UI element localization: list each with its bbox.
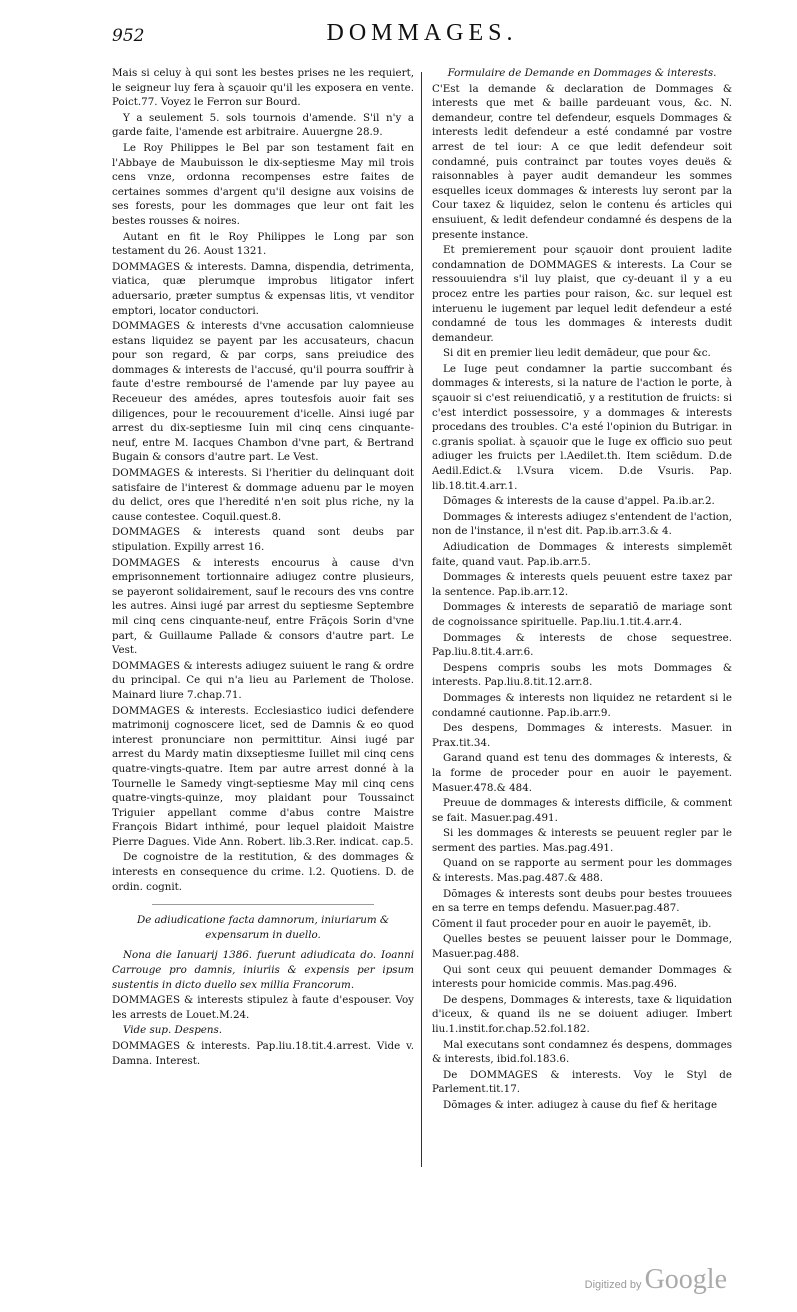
google-watermark — [585, 1264, 727, 1296]
section-heading: De adiudicatione facta damnorum, iniuriarum & expensarum in duello. — [136, 914, 390, 941]
paragraph: DOMMAGES & interests encourus à cause d'vn emprisonnement tortionnaire adiugez contre plusieurs, se payeront solidairement, sauf le recours des vns contre les autres. Ainsi iugé par arrest du septiesme Septembre mil cinq cens cinquante-neuf, entre Frãçois Sorin d'vne part, & Guillaume Pallade & consors d'autre part. Le Vest. — [112, 556, 414, 657]
left-column — [112, 66, 414, 1069]
paragraph: Autant en fit le Roy Philippes le Long par son testament du 26. Aoust 1321. — [112, 230, 414, 258]
paragraph: Le Roy Philippes le Bel par son testament fait en l'Abbaye de Maubuisson le dix-septiesme May mil trois cens vnze, ordonna recompenses estre faites de certaines sommes d'argent qu'il designe aux voisins de ses forests, pour les dommages que leur ont fait les bestes rousses & noires. — [112, 141, 414, 227]
paragraph: Des despens, Dommages & interests. Masuer. in Prax.tit.34. — [432, 722, 732, 749]
paragraph: Vide sup. Despens. — [123, 1024, 223, 1037]
paragraph: Nona die Ianuarij 1386. fuerunt adiudicata do. Ioanni Carrouge pro damnis, iniuriis & expensis per ipsum sustentis in dicto duello sex millia Francorum. — [112, 949, 414, 991]
paragraph: Mais si celuy à qui sont les bestes prises ne les requiert, le seigneur luy fera à sçauoir qu'il les exposera en vente. Poict.77. Voyez le Ferron sur Bourd. — [112, 67, 414, 109]
paragraph: Dõmages & interests de la cause d'appel. Pa.ib.ar.2. — [443, 495, 715, 508]
paragraph: Dommages & interests quels peuuent estre taxez par la sentence. Pap.ib.arr.12. — [432, 571, 732, 598]
paragraph: De cognoistre de la restitution, & des dommages & interests en consequence du crime. l.2. Quotiens. D. de ordin. cognit. — [112, 851, 414, 893]
paragraph: Garand quand est tenu des dommages & interests, & la forme de proceder pour en auoir le payement. Masuer.478.& 484. — [432, 752, 732, 794]
section-heading: Formulaire de Demande en Dommages & interests. — [447, 67, 717, 79]
page-header — [112, 20, 732, 60]
paragraph: DOMMAGES & interests. Pap.liu.18.tit.4.arrest. Vide v. Damna. Interest. — [112, 1040, 414, 1067]
paragraph: Dommages & interests de separatiõ de mariage sont de cognoissance spirituelle. Pap.liu.1.tit.4.arr.4. — [432, 601, 732, 628]
section-divider — [152, 904, 374, 905]
google-logo: Google — [644, 1264, 727, 1295]
watermark-prefix: Digitized by — [584, 1279, 642, 1291]
paragraph: De DOMMAGES & interests. Voy le Styl de Parlement.tit.17. — [432, 1068, 732, 1096]
paragraph: Dommages & interests adiugez s'entendent de l'action, non de l'instance, il n'est dit. Pap.ib.arr.3.& 4. — [432, 510, 732, 538]
paragraph: Dommages & interests non liquidez ne retardent si le condamné cautionne. Pap.ib.arr.9. — [432, 691, 732, 719]
paragraph: DOMMAGES & interests. Damna, dispendia, detrimenta, viatica, quæ plerumque improbus litigator infert aduersario, præter sumptus & expensas litis, vt venditor emptori, locator conductori. — [112, 260, 414, 317]
paragraph: Quelles bestes se peuuent laisser pour le Dommage, Masuer.pag.488. — [432, 933, 732, 961]
paragraph: Despens compris soubs les mots Dommages & interests. Pap.liu.8.tit.12.arr.8. — [432, 661, 732, 689]
paragraph: Qui sont ceux qui peuuent demander Dommages & interests pour homicide commis. Mas.pag.496. — [432, 963, 732, 991]
right-column — [432, 66, 732, 1114]
paragraph: Mal executans sont condamnez és despens, dommages & interests, ibid.fol.183.6. — [432, 1038, 732, 1066]
paragraph: Si dit en premier lieu ledit demãdeur, que pour &c. — [443, 347, 711, 360]
paragraph: De despens, Dommages & interests, taxe & liquidation d'iceux, & quand ils ne se doiuent adiuger. Imbert liu.1.instit.for.chap.52.fol.182. — [432, 993, 732, 1035]
paragraph: Quand on se rapporte au serment pour les dommages & interests. Mas.pag.487.& 488. — [432, 857, 732, 885]
paragraph: Si les dommages & interests se peuuent regler par le serment des parties. Mas.pag.491. — [432, 827, 732, 854]
paragraph: Adiudication de Dommages & interests simplemẽt faite, quand vaut. Pap.ib.arr.5. — [432, 541, 732, 568]
page-number: 952 — [112, 26, 145, 46]
paragraph: DOMMAGES & interests stipulez à faute d'espouser. Voy les arrests de Louet.M.24. — [112, 994, 414, 1021]
paragraph: DOMMAGES & interests quand sont deubs par stipulation. Expilly arrest 16. — [112, 526, 414, 553]
paragraph: Et premierement pour sçauoir dont prouient ladite condamnation de DOMMAGES & interests. La Cour se ressouuiendra s'il luy plaist, que cy-deuant il y a eu procez entre les parties pour raison, &c. sur lequel est interuenu le iugement par lequel ledit defendeur a esté condamné de tous les dommages & interests dudit demandeur. — [432, 244, 732, 344]
paragraph: Dõmages & interests sont deubs pour bestes trouuees en sa terre en temps defendu. Masuer.pag.487. — [432, 887, 732, 915]
paragraph: Le Iuge peut condamner la partie succombant és dommages & interests, si la nature de l'action le porte, à sçauoir si c'est reiuendicatiõ, y a restitution de fruicts: si c'est interdict possessoire, y a dommages & interests procedans des troubles. C'a esté l'opinion du Butrigar. in c.granis spoliat. à sçauoir que le Iuge ex officio suo peut adiuger les fruicts per l.Aedilet.th. Item sciēdum. D.de Aedil.Edict.& l.Vsura vicem. D.de Vsuris. Pap. lib.18.tit.4.arr.1. — [432, 362, 732, 492]
paragraph: DOMMAGES & interests. Ecclesiastico iudici defendere matrimonij cognoscere licet, sed de Damnis & eo quod interest pronunciare non permittitur. Ainsi iugé par arrest du Mardy matin dixseptiesme Iuillet mil cinq cens quatre-vingts-quatre. Item par autre arrest donné à la Tournelle le Samedy vingt-septiesme May mil cinq cens quatre-vingts-quinze, moy plaidant pour Toussainct Triguier appellant comme d'abus contre Maistre François Bidart inthimé, pour lequel plaidoit Maistre Pierre Dagues. Vide Ann. Robert. lib.3.Rer. indicat. cap.5. — [112, 704, 414, 848]
paragraph: Cõment il faut proceder pour en auoir le payemẽt, ib. — [432, 917, 712, 930]
running-title: DOMMAGES. — [326, 20, 518, 46]
paragraph: DOMMAGES & interests d'vne accusation calomnieuse estans liquidez se payent par les accusateurs, chacun pour son regard, & par corps, sans preiudice des dommages & interests de l'accusé, qu'il pourra souffrir à faute d'estre remboursé de l'amende par luy payee au Receueur des amédes, apres toutesfois auoir fait ses diligences, pour le recouurement d'icelle. Ainsi iugé par arrest du dix-septiesme Iuin mil cinq cens cinquante-neuf, entre M. Iacques Chambon d'vne part, & Bertrand Bugain & consors d'autre part. Le Vest. — [112, 320, 414, 464]
paragraph: Preuue de dommages & interests difficile, & comment se fait. Masuer.pag.491. — [432, 797, 732, 824]
paragraph: Y a seulement 5. sols tournois d'amende. S'il n'y a garde faite, l'amende est arbitraire. Auuergne 28.9. — [112, 111, 414, 139]
paragraph: Dommages & interests de chose sequestree. Pap.liu.8.tit.4.arr.6. — [432, 631, 732, 659]
paragraph: DOMMAGES & interests. Si l'heritier du delinquant doit satisfaire de l'interest & dommage aduenu par le moyen du delict, ores que l'heredité n'en soit plus riche, ny la cause contestee. Coquil.quest.8. — [112, 467, 414, 523]
paragraph: DOMMAGES & interests adiugez suiuent le rang & ordre du principal. Ce qui n'a lieu au Parlement de Tholose. Mainard liure 7.chap.71. — [112, 659, 414, 701]
paragraph: C'Est la demande & declaration de Dommages & interests que met & baille pardeuant vous, &c. N. demandeur, contre tel defendeur, esquels Dommages & interests ledit defendeur a esté condamné par vostre arrest de tel iour: A ce que ledit defendeur soit condamné, puis contrainct par toutes voyes deuës & raisonnables à payer audit demandeur les sommes esquelles iceux dommages & interests luy seront par la Cour taxez & liquidez, selon le contenu és articles qui ensuiuent, & ledit defendeur condamné és despens de la presente instance. — [432, 82, 732, 241]
column-rule — [421, 72, 422, 1167]
paragraph: Dõmages & inter. adiugez à cause du fief & heritage — [443, 1098, 718, 1111]
